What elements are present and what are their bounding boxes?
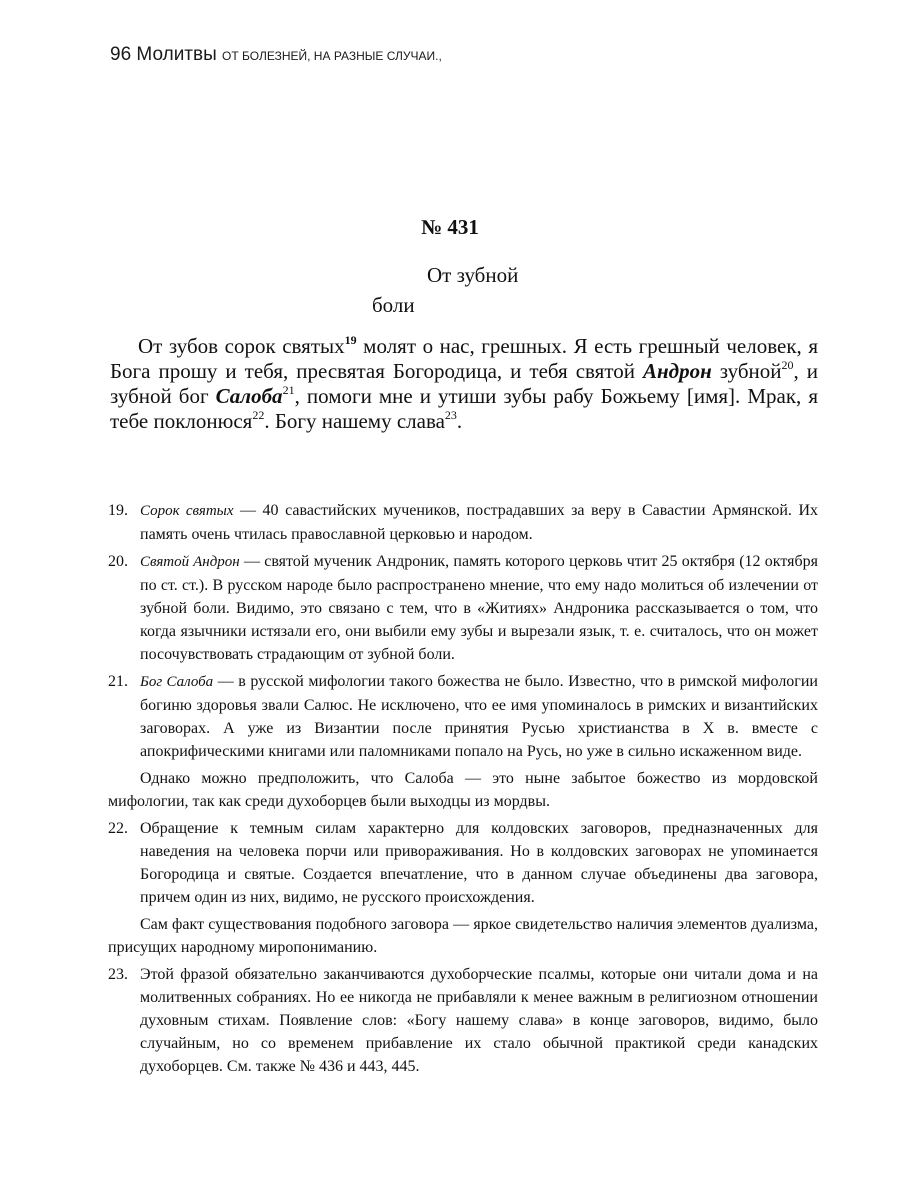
footnote-body: — 40 савастийских мучеников, пострадавших за веру в Савастии Армянской. Их память очень чтилась православной церковью и народом. — [140, 502, 819, 543]
footnote-number: 23. — [108, 966, 128, 983]
footnote-21 — [108, 670, 818, 763]
running-header — [110, 44, 442, 66]
footnote-ref-19: 19 — [344, 333, 357, 347]
footnote-ref-22: 22 — [252, 408, 265, 422]
prayer-text-part: , помоги мне и утиши зубы рабу Божьему [имя]. Мрак, я тебе поклонюся — [110, 384, 818, 433]
prayer-text-part: . Богу нашему слава — [264, 409, 445, 433]
footnote-text — [140, 499, 818, 546]
footnotes — [108, 499, 818, 1082]
footnote-term: Сорок святых — [140, 503, 234, 519]
footnote-19 — [108, 499, 818, 546]
footnote-ref-21: 21 — [282, 383, 295, 397]
prayer-text-part: От зубов сорок святых — [138, 334, 345, 358]
prayer-text-part: . — [456, 409, 463, 433]
prayer-text-part: молят о нас, грешных. Я есть грешный человек, я Бога прошу и тебя, пресвятая Богородица, и тебя святой — [110, 334, 818, 383]
header-title: Молитвы — [136, 44, 217, 65]
footnote-text: Этой фразой обязательно заканчиваются духоборческие псалмы, которые они читали дома и на молитвенных собраниях. Но ее никогда не прибавляли к менее важным в религиозном отношении духовным стихам. Появление слов: «Богу нашему слава» в конце заговоров, видимо, было случайным, но со временем прибавление их стало обычной практикой среди канадских духоборцев. См. также № 436 и 443, 445. — [140, 966, 818, 1075]
prayer-text-part: зубной — [711, 359, 782, 383]
footnote-ref-20: 20 — [781, 358, 794, 372]
footnote-ref-23: 23 — [444, 408, 457, 422]
footnote-22 — [108, 817, 818, 909]
footnote-22-continuation: Сам факт существования подобного заговора — яркое свидетельство наличия элементов дуализма, присущих народному миропониманию. — [108, 916, 818, 956]
saint-andron: Андрон — [642, 359, 712, 383]
footnote-number: 21. — [108, 673, 128, 690]
footnote-body: — святой мученик Андроник, память которого церковь чтит 25 октября (12 октября по ст. ст.). В русском народе было распространено мнение, что ему надо молиться об излечении от зубной боли. Видимо, это связано с тем, что в «Житиях» Андроника рассказывается о том, что когда язычники истязали его, они выбили ему зубы и вырезали язык, т. е. считалось, что он может посочувствовать страдающим от зубной боли. — [140, 553, 818, 663]
footnote-body: — в русской мифологии такого божества не было. Известно, что в римской мифологии богиню здоровья звали Салюс. Не исключено, что ее имя упоминалось в римских и византийских заговорах. А уже из Византии после принятия Русью христианства в X в. вместе с апокрифическими книгами или паломниками попало на Русь, но уже в сильно искаженном виде. — [140, 673, 818, 760]
footnote-text — [140, 550, 818, 666]
god-saloba: Салоба — [215, 384, 283, 408]
prayer-title-line-2: боли — [372, 293, 415, 317]
footnote-text — [140, 670, 818, 763]
footnote-number: 20. — [108, 553, 128, 570]
prayer-text — [110, 334, 818, 434]
footnote-term: Бог Салоба — [140, 674, 214, 690]
prayer-text-part: , и зубной бог — [110, 359, 818, 408]
prayer-title-line-1: От зубной — [427, 263, 519, 287]
header-subtitle: ОТ БОЛЕЗНЕЙ, НА РАЗНЫЕ СЛУЧАИ., — [222, 49, 442, 63]
footnote-number: 22. — [108, 820, 128, 837]
page-number: 96 — [110, 44, 132, 65]
footnote-23 — [108, 963, 818, 1078]
footnote-21-continuation: Однако можно предположить, что Салоба — это ныне забытое божество из мордовской мифологии, так как среди духоборцев были выходцы из мордвы. — [108, 770, 818, 810]
footnote-number: 19. — [108, 502, 128, 519]
footnote-text: Обращение к темным силам характерно для колдовских заговоров, предназначенных для наведения на человека порчи или привораживания. Но в колдовских заговорах не упоминается Богородица и святые. Создается впечатление, что в данном случае объединены два заговора, причем один из них, видимо, не русского происхождения. — [140, 820, 818, 906]
footnote-term: Святой Андрон — [140, 554, 240, 570]
footnote-20 — [108, 550, 818, 666]
prayer-number: № 431 — [421, 215, 479, 239]
